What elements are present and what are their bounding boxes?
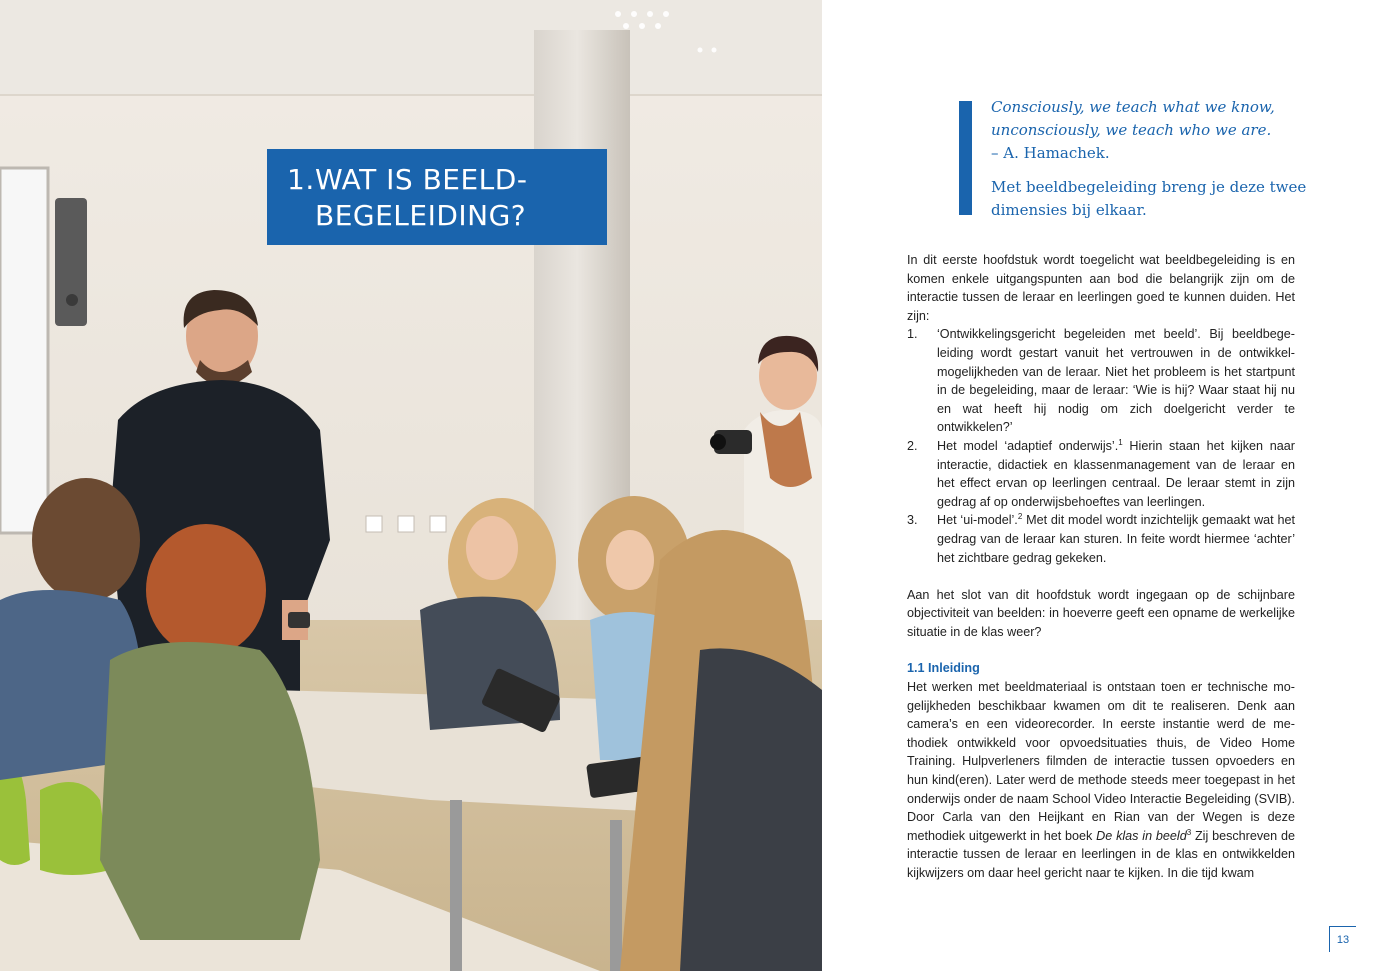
list-item-text: ‘Ontwikkelingsgericht begeleiden met beeld’. Bij beeldbegeleiding wordt gestart vanuit het vertrouwen in de ontwikkelmogelijkheden van de leraar. Niet het probleem is het startpunt in de begeleiding, maar de leraar: ‘Wie is hij? Waar staat hij nu en wat heeft hij nodig om zich doelgericht verder te ontwikkelen?’	[937, 327, 1295, 435]
list-item-number: 3.	[907, 513, 918, 528]
chapter-title-line2: BEGELEIDING?	[315, 199, 527, 232]
list-item-text: Het model ‘adaptief onderwijs’.	[937, 438, 1119, 453]
chapter-title-text1: WAT IS BEELD-	[315, 163, 528, 196]
quote-line-1: Consciously, we teach what we know,	[991, 98, 1275, 116]
epigraph-quote	[991, 96, 1321, 222]
chapter-body-text	[907, 251, 1295, 883]
book-title: De klas in beeld	[1096, 828, 1187, 843]
list-item-text-cont: Hierin staan het kijken naar interactie, didactiek en klassenmanagement van de leraar en het effect ervan op leerlingen centraal. De leraar stemt in zijn gedrag af op onderwijsbehoeftes van leerlingen.	[937, 438, 1295, 509]
footnote-ref: 3	[1186, 827, 1192, 837]
section-heading: 1.1 Inleiding	[907, 661, 980, 676]
section-text-cont: Zij beschreven de interactie tussen de leraar en leerlingen in de klas en ontwikkelden kijkwijzers om daar heel gericht naar te kijken. In die tijd kwam	[907, 828, 1296, 880]
list-item-text-cont: Met dit model wordt inzichtelijk gemaakt wat het gedrag van de leraar kan sturen. In feite wordt hiermee ‘achter’ het zichtbare gedrag gekeken.	[937, 513, 1295, 565]
chapter-title-line1	[287, 162, 607, 198]
list-item-text: Het ‘ui-model’.	[937, 513, 1018, 528]
principles-list	[907, 325, 1295, 567]
footnote-ref: 2	[1017, 512, 1023, 522]
quote-follow-text: Met beeldbegeleiding breng je deze twee dimensies bij elkaar.	[991, 178, 1307, 219]
closing-paragraph: Aan het slot van dit hoofdstuk wordt ingegaan op de schijnbare objectiviteit van beelden: in hoeverre geeft een opname de werkelijke situatie in de klas weer?	[907, 587, 1295, 639]
intro-paragraph: In dit eerste hoofdstuk wordt toegelicht wat beeldbegeleiding is en komen enkele uitgangspunten aan bod die belangrijk zijn om de interactie tussen de leraar en leerlingen goed te kunnen duiden. Het zijn:	[907, 253, 1295, 323]
section-paragraph	[907, 678, 1295, 883]
page-number: 13	[1329, 926, 1356, 952]
list-item	[907, 511, 1295, 567]
list-item-number: 2.	[907, 438, 918, 453]
chapter-number: 1.	[287, 163, 315, 196]
list-item	[907, 437, 1295, 511]
paragraph-gap	[907, 567, 1295, 586]
footnote-ref: 1	[1118, 437, 1123, 447]
chapter-title-box	[267, 149, 607, 245]
section-text: Het werken met beeldmateriaal is ontstaan toen er technische mogelijkheden beschikbaar kwamen om dit te realiseren. Denk aan camera’s en een videorecorder. In eerste instantie werd de methodiek ontwikkeld voor opvoedsituaties thuis, de Video Home Training. Hulpverleners filmden de interactie tussen opvoeders en hun kind(eren). Later werd de methode steeds meer toegepast in het onderwijs onder de naam School Video Interactie Begeleiding (SVIB). Door Carla van den Heijkant en Rian van der Wegen is deze methodiek uitgewerkt in het boek	[907, 680, 1295, 843]
quote-line-2: unconsciously, we teach who we are.	[991, 121, 1272, 139]
quote-author: – A. Hamachek.	[991, 144, 1110, 162]
quote-accent-bar	[959, 101, 972, 215]
list-item	[907, 325, 1295, 437]
list-item-number: 1.	[907, 327, 918, 342]
